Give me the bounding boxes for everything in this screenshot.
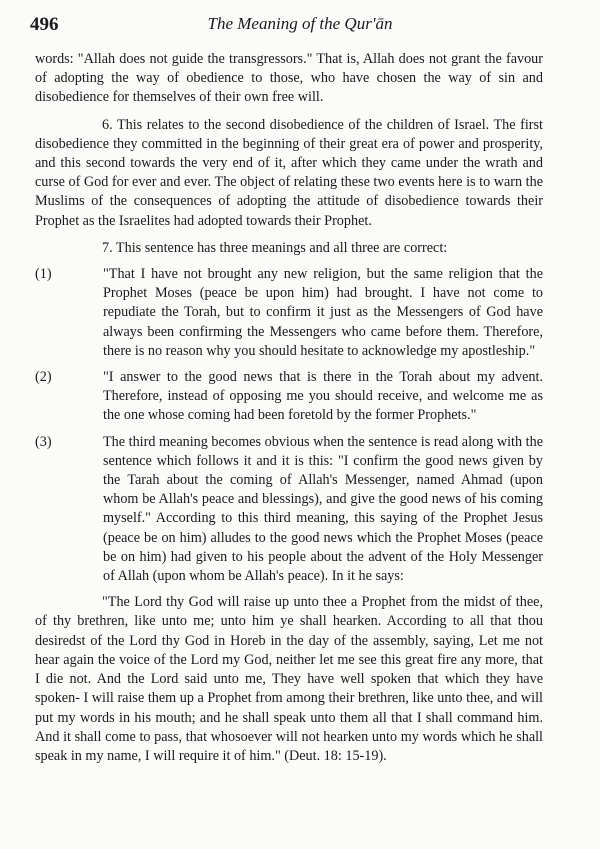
note-6: 6. This relates to the second disobedience of the children of Israel. The first disobedience they committed in the beginning of their great era of power and prosperity, and this second towards the very end of it, after which they came under the wrath and curse of God for ever and ever. The object of relating these two events here is to warn the Muslims of the consequences of adopting the attitude of disobedience towards their Prophet as the Israelites had adopted towards their Prophet. [35, 116, 543, 229]
note-7-intro: 7. This sentence has three meanings and all three are correct: [102, 239, 448, 256]
paragraph-continuation: words: "Allah does not guide the transgressors." That is, Allah does not grant the favour of adopting the way of obedience to those, who have chosen the way of sin and disobedience for themselves of their own free will. [35, 51, 543, 106]
meaning-2 [35, 368, 543, 426]
meaning-3 [35, 433, 543, 587]
meaning-1 [35, 265, 543, 361]
running-title: The Meaning of the Qur'ān [207, 14, 393, 33]
body-text [35, 50, 543, 766]
page-header [30, 14, 570, 38]
meaning-label: (2) [35, 369, 52, 386]
page-number: 496 [30, 14, 59, 35]
meaning-text: The third meaning becomes obvious when the sentence is read along with the sentence which follows it and it is this: "I confirm the good news given by the Tarah about the coming of Allah's Messenger, named Ahmad (upon whom be Allah's peace and blessings), and give the good news of his coming myself." According to this third meaning, this saying of the Prophet Jesus (peace be on him) alludes to the good news which the Prophet Moses (peace be on him) had given to his people about the advent of the Holy Messenger of Allah (upon whom be Allah's peace). In it he says: [103, 433, 543, 585]
meaning-label: (1) [35, 266, 52, 283]
meaning-text: "I answer to the good news that is there in the Torah about my advent. Therefore, instead of opposing me you should receive, and welcome me as the one whose coming had been foretold by the former Prophets." [103, 369, 543, 424]
meaning-label: (3) [35, 433, 52, 450]
meaning-text: "That I have not brought any new religion, but the same religion that the Prophet Moses (peace be upon him) had brought. I have not come to repudiate the Torah, but to confirm it just as the Messengers of God have always been confirming the Messengers who came before them. Therefore, there is no reason why you should hesitate to acknowledge my apostleship." [103, 266, 543, 359]
deuteronomy-quote: "The Lord thy God will raise up unto thee a Prophet from the midst of thee, of thy brethren, like unto me; unto him ye shall hearken. According to all that thou desiredst of the Lord thy God in Horeb in the day of the assembly, saying, Let me not hear again the voice of the Lord my God, neither let me see this great fire any more, that I die not. And the Lord said unto me, They have well spoken that which they have spoken- I will raise them up a Prophet from among their brethren, like unto thee, and will put my words in his mouth; and he shall speak unto them all that I shall command him. And it shall come to pass, that whosoever will not hearken unto my words which he shall speak in my name, I will require it of him." (Deut. 18: 15-19). [35, 594, 543, 764]
